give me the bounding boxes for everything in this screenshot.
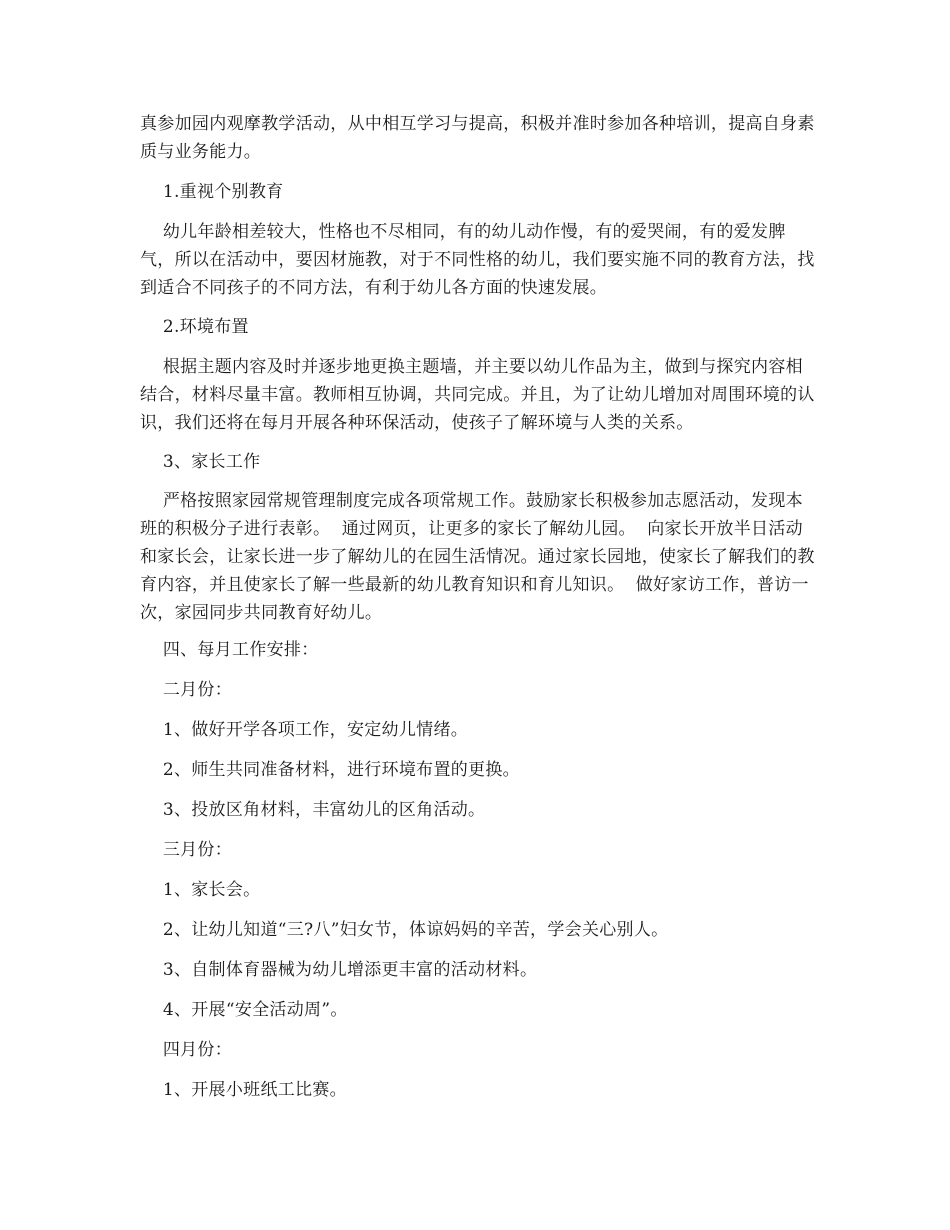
list-item: 2、师生共同准备材料，进行环境布置的更换。 [140,760,520,780]
paragraph-parent-work: 严格按照家园常规管理制度完成各项常规工作。鼓励家长积极参加志愿活动，发现本班的积极分子进行表彰。 通过网页，让更多的家长了解幼儿园。 向家长开放半日活动和家长会，让家长进一步了解幼儿的在园生活情况。通过家长园地，使家长了解我们的教育内容，并且使家长了解一些最新的幼儿教育知识和育儿知识。 做好家访工作，普访一次，家园同步共同教育好幼儿。 [140,491,815,623]
paragraph-intro: 真参加园内观摩教学活动，从中相互学习与提高，积极并准时参加各种培训，提高自身素质与业务能力。 [140,114,815,162]
heading-march: 三月份： [140,840,233,860]
list-item: 2、让幼儿知道“三?八”妇女节，体谅妈妈的辛苦，学会关心别人。 [140,920,669,940]
list-item: 1、家长会。 [140,880,261,900]
list-item: 1、做好开学各项工作，安定幼儿情绪。 [140,720,469,740]
heading-april: 四月份： [140,1040,233,1060]
heading-environment: 2.环境布置 [140,317,249,337]
list-item: 3、自制体育器械为幼儿增添更丰富的活动材料。 [140,960,538,980]
heading-february: 二月份： [140,680,233,700]
list-item: 1、开展小班纸工比赛。 [140,1080,347,1100]
heading-parent-work: 3、家长工作 [140,452,261,472]
heading-monthly-plan: 四、每月工作安排： [140,640,319,660]
heading-individual-education: 1.重视个别教育 [140,182,284,202]
list-item: 3、投放区角材料，丰富幼儿的区角活动。 [140,800,486,820]
paragraph-individual-education: 幼儿年龄相差较大，性格也不尽相同，有的幼儿动作慢，有的爱哭闹，有的爱发脾气，所以在活动中，要因材施教，对于不同性格的幼儿，我们要实施不同的教育方法，找到适合不同孩子的不同方法，有利于幼儿各方面的快速发展。 [140,222,815,298]
paragraph-environment: 根据主题内容及时并逐步地更换主题墙，并主要以幼儿作品为主，做到与探究内容相结合，材料尽量丰富。教师相互协调，共同完成。并且，为了让幼儿增加对周围环境的认识，我们还将在每月开展各种环保活动，使孩子了解环境与人类的关系。 [140,357,815,433]
list-item: 4、开展“安全活动周”。 [140,1000,348,1020]
